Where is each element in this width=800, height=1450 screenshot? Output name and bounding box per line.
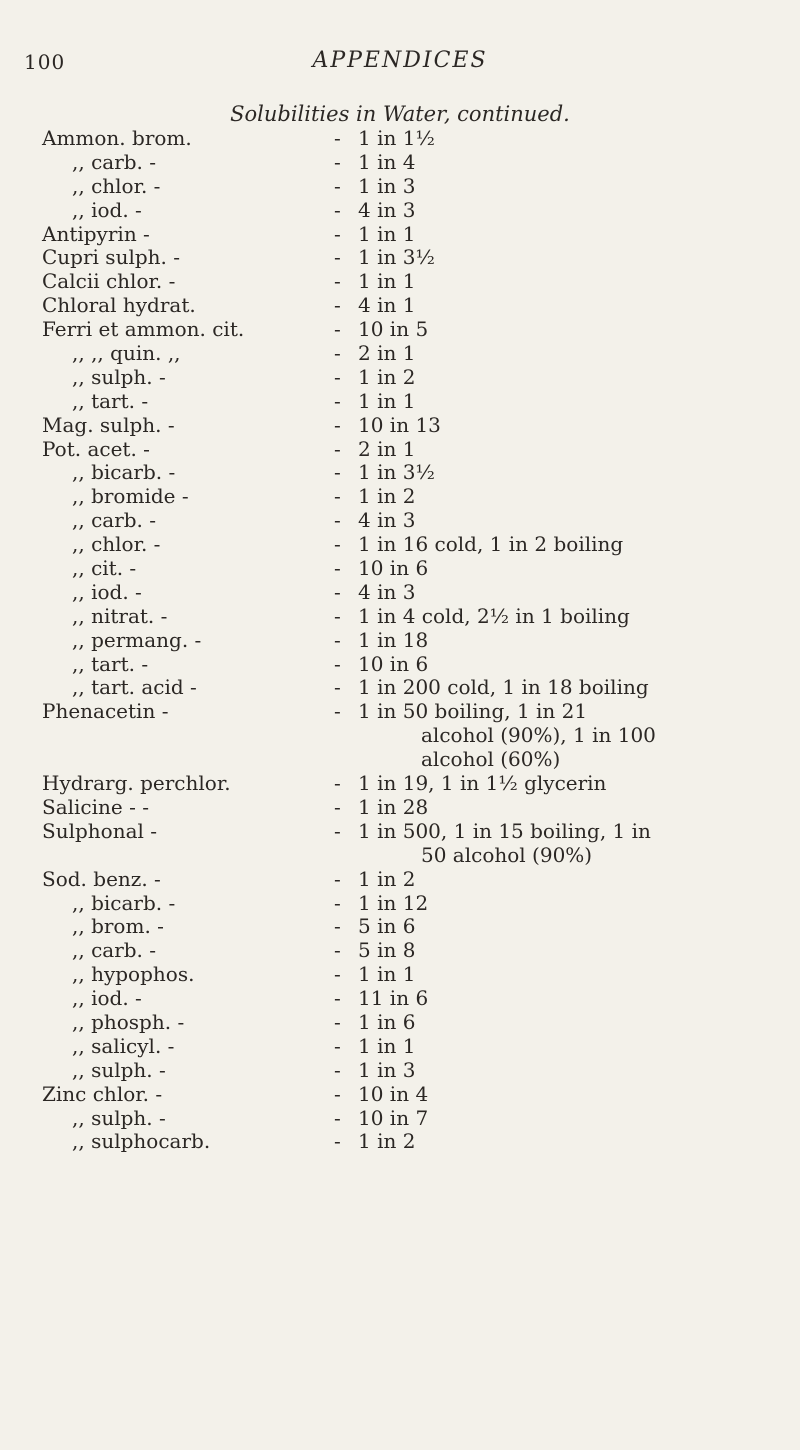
substance-name: ,, sulph. - bbox=[72, 1057, 166, 1082]
substance-name: ,, ,, quin. ,, bbox=[72, 341, 181, 366]
leader-dash: - bbox=[334, 508, 341, 533]
solubility-value bbox=[358, 294, 768, 318]
substance-name: ,, sulph. - bbox=[72, 364, 166, 389]
table-row bbox=[0, 820, 800, 868]
solubility-value bbox=[358, 461, 768, 485]
solubility-value bbox=[358, 939, 768, 963]
substance-name: ,, bromide - bbox=[72, 484, 189, 509]
table-row bbox=[0, 676, 800, 700]
substance-name: ,, permang. - bbox=[72, 627, 202, 652]
solubility-value-text: 10 in 7 bbox=[358, 1105, 429, 1130]
leader-dash: - bbox=[334, 986, 341, 1011]
solubility-value-text: 10 in 13 bbox=[358, 412, 441, 437]
table-title: Solubilities in Water, continued. bbox=[230, 102, 570, 126]
leader-dash: - bbox=[334, 1057, 341, 1082]
substance-name: ,, bicarb. - bbox=[72, 460, 176, 485]
solubility-value bbox=[358, 414, 768, 438]
leader-dash: - bbox=[334, 364, 341, 389]
leader-dash: - bbox=[334, 651, 341, 676]
solubility-value bbox=[358, 366, 768, 390]
solubility-value bbox=[358, 223, 768, 247]
substance-name: ,, iod. - bbox=[72, 579, 142, 604]
table-row bbox=[0, 915, 800, 939]
table-row bbox=[0, 581, 800, 605]
solubility-value-text: 1 in 2 bbox=[358, 866, 416, 891]
table-row bbox=[0, 629, 800, 653]
substance-name: ,, carb. - bbox=[72, 938, 157, 963]
leader-dash: - bbox=[334, 699, 341, 724]
table-row bbox=[0, 1107, 800, 1131]
table-row bbox=[0, 414, 800, 438]
substance-name: ,, iod. - bbox=[72, 197, 142, 222]
leader-dash: - bbox=[334, 890, 341, 915]
solubility-value bbox=[358, 1083, 768, 1107]
solubility-value-text: 1 in 1 bbox=[358, 388, 416, 413]
substance-name: Ferri et ammon. cit. bbox=[42, 317, 245, 342]
leader-dash: - bbox=[334, 388, 341, 413]
solubility-value-text: 1 in 4 cold, 2½ in 1 boiling bbox=[358, 603, 630, 628]
solubility-value bbox=[358, 868, 768, 892]
solubility-value-text: 1 in 2 bbox=[358, 364, 416, 389]
solubility-value-text: 1 in 1 bbox=[358, 269, 416, 294]
table-row bbox=[0, 939, 800, 963]
solubility-value-text: 1 in 200 cold, 1 in 18 boiling bbox=[358, 675, 649, 700]
leader-dash: - bbox=[334, 1129, 341, 1154]
table-row bbox=[0, 1083, 800, 1107]
leader-dash: - bbox=[334, 794, 341, 819]
table-row bbox=[0, 246, 800, 270]
substance-name: ,, brom. - bbox=[72, 914, 164, 939]
table-row bbox=[0, 892, 800, 916]
solubility-value-text: 1 in 3½ bbox=[358, 460, 435, 485]
solubility-value bbox=[358, 772, 768, 796]
substance-name: ,, carb. - bbox=[72, 149, 157, 174]
solubility-value-text: 1 in 1 bbox=[358, 962, 416, 987]
leader-dash: - bbox=[334, 269, 341, 294]
solubility-value-text: 1 in 2 bbox=[358, 1129, 416, 1154]
solubility-value bbox=[358, 1130, 768, 1154]
solubility-value-text: 1 in 500, 1 in 15 boiling, 1 in bbox=[358, 818, 651, 843]
solubility-value bbox=[358, 605, 768, 629]
leader-dash: - bbox=[334, 484, 341, 509]
solubility-value bbox=[358, 1107, 768, 1131]
solubility-value-text: 4 in 3 bbox=[358, 508, 416, 533]
table-row bbox=[0, 1035, 800, 1059]
solubility-value bbox=[358, 246, 768, 270]
solubility-table bbox=[0, 127, 800, 1154]
solubility-value-text: 2 in 1 bbox=[358, 341, 416, 366]
solubility-value-text: 10 in 6 bbox=[358, 556, 429, 581]
table-row bbox=[0, 509, 800, 533]
table-row bbox=[0, 987, 800, 1011]
substance-name: ,, sulphocarb. bbox=[72, 1129, 211, 1154]
leader-dash: - bbox=[334, 341, 341, 366]
solubility-value bbox=[358, 1035, 768, 1059]
solubility-value bbox=[358, 557, 768, 581]
solubility-value bbox=[358, 581, 768, 605]
solubility-value-text: 1 in 50 boiling, 1 in 21 bbox=[358, 699, 588, 724]
table-row bbox=[0, 700, 800, 772]
substance-name: Antipyrin - bbox=[42, 221, 150, 246]
solubility-value bbox=[358, 700, 768, 772]
leader-dash: - bbox=[334, 317, 341, 342]
substance-name: Hydrarg. perchlor. bbox=[42, 771, 231, 796]
substance-name: ,, chlor. - bbox=[72, 532, 161, 557]
substance-name: Chloral hydrat. bbox=[42, 293, 196, 318]
substance-name: ,, sulph. - bbox=[72, 1105, 166, 1130]
leader-dash: - bbox=[334, 1033, 341, 1058]
substance-name: Zinc chlor. - bbox=[42, 1081, 163, 1106]
solubility-value-text: 1 in 3 bbox=[358, 1057, 416, 1082]
substance-name: ,, chlor. - bbox=[72, 173, 161, 198]
solubility-value bbox=[358, 915, 768, 939]
solubility-value-text: 1 in 6 bbox=[358, 1009, 416, 1034]
substance-name: Salicine - - bbox=[42, 794, 149, 819]
solubility-value bbox=[358, 390, 768, 414]
solubility-value-continuation: 50 alcohol (90%) bbox=[421, 842, 593, 867]
solubility-value-text: 1 in 18 bbox=[358, 627, 429, 652]
leader-dash: - bbox=[334, 627, 341, 652]
solubility-value-text: 10 in 6 bbox=[358, 651, 429, 676]
table-row bbox=[0, 772, 800, 796]
table-row bbox=[0, 868, 800, 892]
solubility-value-text: 4 in 3 bbox=[358, 579, 416, 604]
leader-dash: - bbox=[334, 1105, 341, 1130]
substance-name: ,, cit. - bbox=[72, 556, 137, 581]
leader-dash: - bbox=[334, 197, 341, 222]
table-row bbox=[0, 533, 800, 557]
table-row bbox=[0, 1059, 800, 1083]
leader-dash: - bbox=[334, 173, 341, 198]
solubility-value-text: 1 in 1 bbox=[358, 1033, 416, 1058]
solubility-value-text: 1 in 2 bbox=[358, 484, 416, 509]
leader-dash: - bbox=[334, 436, 341, 461]
leader-dash: - bbox=[334, 245, 341, 270]
solubility-value-text: 1 in 3 bbox=[358, 173, 416, 198]
leader-dash: - bbox=[334, 866, 341, 891]
solubility-value-text: 4 in 3 bbox=[358, 197, 416, 222]
substance-name: ,, carb. - bbox=[72, 508, 157, 533]
solubility-value-text: 4 in 1 bbox=[358, 293, 416, 318]
substance-name: ,, salicyl. - bbox=[72, 1033, 175, 1058]
substance-name: Calcii chlor. - bbox=[42, 269, 176, 294]
table-row bbox=[0, 270, 800, 294]
table-row bbox=[0, 557, 800, 581]
solubility-value-text: 2 in 1 bbox=[358, 436, 416, 461]
table-row bbox=[0, 342, 800, 366]
leader-dash: - bbox=[334, 532, 341, 557]
running-head: APPENDICES bbox=[312, 48, 488, 73]
table-row bbox=[0, 485, 800, 509]
table-row bbox=[0, 461, 800, 485]
table-row bbox=[0, 223, 800, 247]
substance-name: Mag. sulph. - bbox=[42, 412, 175, 437]
solubility-value bbox=[358, 151, 768, 175]
solubility-value-text: 1 in 28 bbox=[358, 794, 429, 819]
solubility-value bbox=[358, 820, 768, 868]
solubility-value bbox=[358, 629, 768, 653]
leader-dash: - bbox=[334, 556, 341, 581]
solubility-value bbox=[358, 485, 768, 509]
solubility-value bbox=[358, 127, 768, 151]
substance-name: Sulphonal - bbox=[42, 818, 158, 843]
substance-name: ,, iod. - bbox=[72, 986, 142, 1011]
substance-name: ,, tart. acid - bbox=[72, 675, 197, 700]
solubility-value-text: 11 in 6 bbox=[358, 986, 429, 1011]
substance-name: Ammon. brom. bbox=[42, 126, 192, 150]
solubility-value-text: 5 in 8 bbox=[358, 938, 416, 963]
table-row bbox=[0, 605, 800, 629]
table-row bbox=[0, 1130, 800, 1154]
solubility-value-text: 1 in 3½ bbox=[358, 245, 435, 270]
solubility-value-text: 1 in 16 cold, 1 in 2 boiling bbox=[358, 532, 624, 557]
leader-dash: - bbox=[334, 675, 341, 700]
leader-dash: - bbox=[334, 962, 341, 987]
substance-name: ,, hypophos. bbox=[72, 962, 195, 987]
substance-name: ,, tart. - bbox=[72, 388, 149, 413]
table-row bbox=[0, 199, 800, 223]
solubility-value bbox=[358, 987, 768, 1011]
table-row bbox=[0, 653, 800, 677]
substance-name: Sod. benz. - bbox=[42, 866, 161, 891]
table-row bbox=[0, 294, 800, 318]
table-row bbox=[0, 127, 800, 151]
leader-dash: - bbox=[334, 126, 341, 150]
leader-dash: - bbox=[334, 149, 341, 174]
solubility-value-continuation: alcohol (60%) bbox=[421, 747, 561, 772]
solubility-value-text: 1 in 12 bbox=[358, 890, 429, 915]
solubility-value-continuation: alcohol (90%), 1 in 100 bbox=[421, 723, 656, 748]
solubility-value bbox=[358, 676, 768, 700]
leader-dash: - bbox=[334, 914, 341, 939]
solubility-value-text: 1 in 1½ bbox=[358, 126, 435, 150]
leader-dash: - bbox=[334, 293, 341, 318]
leader-dash: - bbox=[334, 1081, 341, 1106]
leader-dash: - bbox=[334, 460, 341, 485]
leader-dash: - bbox=[334, 1009, 341, 1034]
table-row bbox=[0, 1011, 800, 1035]
table-row bbox=[0, 318, 800, 342]
leader-dash: - bbox=[334, 603, 341, 628]
solubility-value-text: 10 in 4 bbox=[358, 1081, 429, 1106]
solubility-value bbox=[358, 1011, 768, 1035]
solubility-value-text: 10 in 5 bbox=[358, 317, 429, 342]
leader-dash: - bbox=[334, 221, 341, 246]
leader-dash: - bbox=[334, 938, 341, 963]
table-row bbox=[0, 438, 800, 462]
substance-name: Pot. acet. - bbox=[42, 436, 150, 461]
leader-dash: - bbox=[334, 412, 341, 437]
solubility-value bbox=[358, 892, 768, 916]
solubility-value bbox=[358, 1059, 768, 1083]
solubility-value bbox=[358, 438, 768, 462]
solubility-value bbox=[358, 270, 768, 294]
solubility-value-text: 1 in 4 bbox=[358, 149, 416, 174]
page-number: 100 bbox=[24, 50, 66, 74]
table-row bbox=[0, 390, 800, 414]
substance-name: ,, nitrat. - bbox=[72, 603, 168, 628]
table-row bbox=[0, 796, 800, 820]
solubility-value bbox=[358, 342, 768, 366]
table-row bbox=[0, 366, 800, 390]
substance-name: ,, bicarb. - bbox=[72, 890, 176, 915]
table-row bbox=[0, 151, 800, 175]
leader-dash: - bbox=[334, 579, 341, 604]
table-row bbox=[0, 175, 800, 199]
solubility-value bbox=[358, 318, 768, 342]
solubility-value bbox=[358, 199, 768, 223]
solubility-value-text: 1 in 19, 1 in 1½ glycerin bbox=[358, 771, 607, 796]
solubility-value bbox=[358, 653, 768, 677]
solubility-value bbox=[358, 963, 768, 987]
solubility-value-text: 5 in 6 bbox=[358, 914, 416, 939]
substance-name: Phenacetin - bbox=[42, 699, 169, 724]
solubility-value bbox=[358, 796, 768, 820]
substance-name: ,, phosph. - bbox=[72, 1009, 185, 1034]
solubility-value bbox=[358, 175, 768, 199]
page-header bbox=[0, 44, 800, 84]
leader-dash: - bbox=[334, 818, 341, 843]
solubility-value bbox=[358, 533, 768, 557]
table-row bbox=[0, 963, 800, 987]
substance-name: Cupri sulph. - bbox=[42, 245, 180, 270]
solubility-value-text: 1 in 1 bbox=[358, 221, 416, 246]
leader-dash: - bbox=[334, 771, 341, 796]
substance-name: ,, tart. - bbox=[72, 651, 149, 676]
solubility-value bbox=[358, 509, 768, 533]
